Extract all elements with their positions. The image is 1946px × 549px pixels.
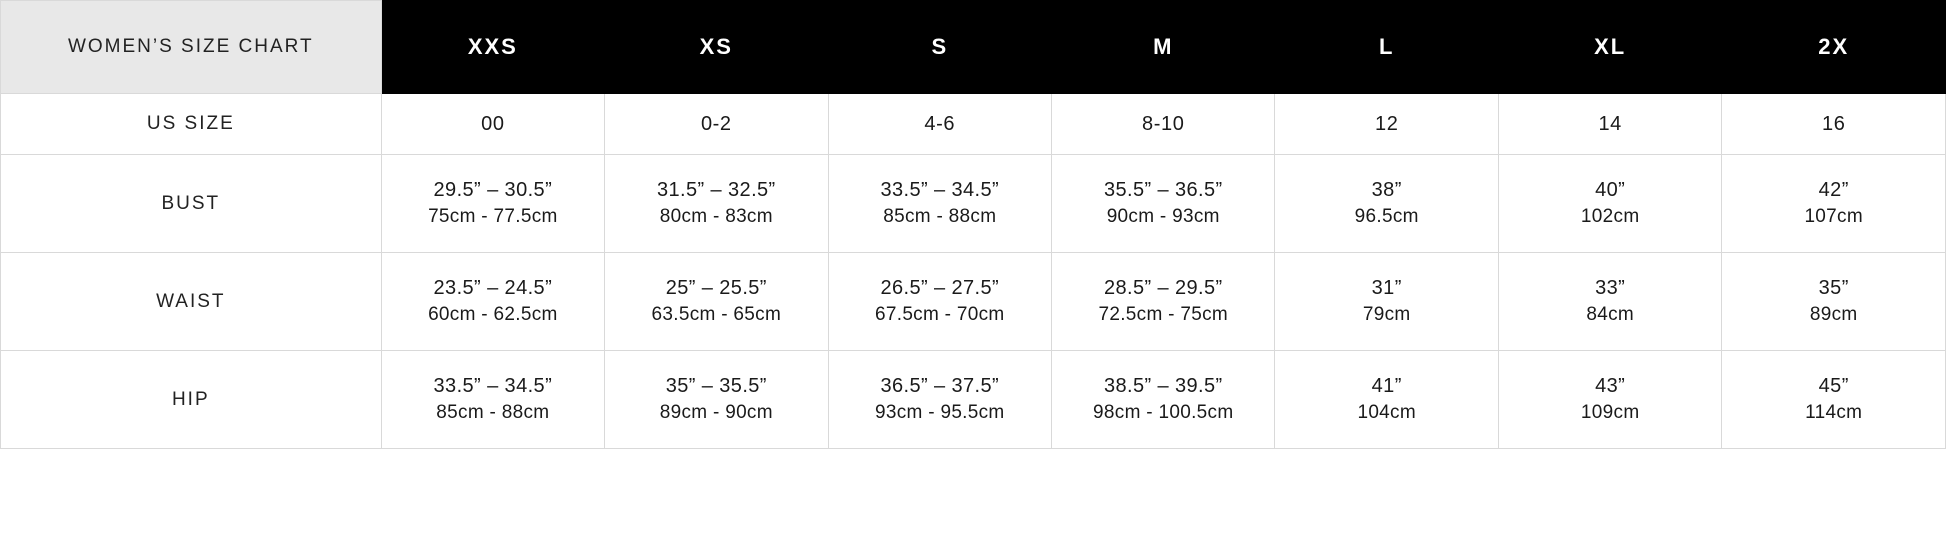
value-inches: 25” – 25.5” xyxy=(665,277,767,300)
bust-m xyxy=(1052,155,1275,253)
value-inches: 26.5” – 27.5” xyxy=(880,277,1000,300)
value-inches: 31.5” – 32.5” xyxy=(657,179,776,202)
value-inches: 36.5” – 37.5” xyxy=(880,375,1000,398)
hip-l xyxy=(1275,351,1498,449)
value-cm: 96.5cm xyxy=(1354,206,1419,228)
value-cm: 67.5cm - 70cm xyxy=(875,304,1005,326)
us-size-l: 12 xyxy=(1275,94,1498,155)
row-label-waist: WAIST xyxy=(1,253,382,351)
waist-s xyxy=(828,253,1051,351)
us-size-xxs: 00 xyxy=(381,94,604,155)
hip-m xyxy=(1052,351,1275,449)
value-inches: 43” xyxy=(1595,375,1626,398)
row-label-us-size: US SIZE xyxy=(1,94,382,155)
value-cm: 90cm - 93cm xyxy=(1106,206,1220,228)
value-inches: 38” xyxy=(1371,179,1402,202)
waist-xl xyxy=(1498,253,1721,351)
size-column-header-xs: XS xyxy=(605,1,828,94)
hip-xxs xyxy=(381,351,604,449)
value-cm: 104cm xyxy=(1357,402,1416,424)
waist-2x xyxy=(1722,253,1946,351)
value-cm: 85cm - 88cm xyxy=(883,206,997,228)
value-cm: 60cm - 62.5cm xyxy=(428,304,558,326)
us-size-xs: 0-2 xyxy=(605,94,828,155)
value-cm: 89cm - 90cm xyxy=(659,402,773,424)
value-inches: 28.5” – 29.5” xyxy=(1103,277,1223,300)
value-inches: 31” xyxy=(1371,277,1402,300)
value-inches: 35” – 35.5” xyxy=(665,375,767,398)
value-cm: 107cm xyxy=(1804,206,1863,228)
waist-m xyxy=(1052,253,1275,351)
value-cm: 102cm xyxy=(1580,206,1640,228)
bust-s xyxy=(828,155,1051,253)
us-size-2x: 16 xyxy=(1722,94,1946,155)
value-inches: 35” xyxy=(1818,277,1849,300)
value-inches: 23.5” – 24.5” xyxy=(433,277,553,300)
value-inches: 29.5” – 30.5” xyxy=(433,179,553,202)
size-column-header-xxs: XXS xyxy=(381,1,604,94)
value-cm: 109cm xyxy=(1580,402,1640,424)
value-inches: 35.5” – 36.5” xyxy=(1103,179,1223,202)
value-cm: 79cm xyxy=(1362,304,1411,326)
value-inches: 33.5” – 34.5” xyxy=(433,375,553,398)
value-cm: 93cm - 95.5cm xyxy=(875,402,1005,424)
value-cm: 75cm - 77.5cm xyxy=(428,206,558,228)
value-inches: 41” xyxy=(1371,375,1402,398)
value-cm: 80cm - 83cm xyxy=(659,206,773,228)
size-column-header-xl: XL xyxy=(1498,1,1721,94)
value-cm: 63.5cm - 65cm xyxy=(651,304,782,326)
bust-2x xyxy=(1722,155,1946,253)
hip-xs xyxy=(605,351,828,449)
waist-xs xyxy=(605,253,828,351)
bust-xxs xyxy=(381,155,604,253)
value-inches: 38.5” – 39.5” xyxy=(1103,375,1223,398)
bust-xl xyxy=(1498,155,1721,253)
value-cm: 72.5cm - 75cm xyxy=(1098,304,1229,326)
value-inches: 33” xyxy=(1595,277,1626,300)
value-cm: 114cm xyxy=(1805,402,1863,424)
us-size-s: 4-6 xyxy=(828,94,1051,155)
size-column-header-l: L xyxy=(1275,1,1498,94)
bust-l xyxy=(1275,155,1498,253)
us-size-xl: 14 xyxy=(1498,94,1721,155)
table-row-hip xyxy=(1,351,1946,449)
us-size-m: 8-10 xyxy=(1052,94,1275,155)
value-cm: 84cm xyxy=(1586,304,1635,326)
value-cm: 89cm xyxy=(1809,304,1858,326)
value-cm: 85cm - 88cm xyxy=(436,402,550,424)
table-header-row xyxy=(1,1,1946,94)
value-inches: 45” xyxy=(1818,375,1849,398)
table-row-us-size xyxy=(1,94,1946,155)
value-cm: 98cm - 100.5cm xyxy=(1093,402,1234,424)
size-column-header-2x: 2X xyxy=(1722,1,1946,94)
table-row-bust xyxy=(1,155,1946,253)
hip-2x xyxy=(1722,351,1946,449)
table-row-waist xyxy=(1,253,1946,351)
row-label-bust: BUST xyxy=(1,155,382,253)
waist-xxs xyxy=(381,253,604,351)
hip-s xyxy=(828,351,1051,449)
hip-xl xyxy=(1498,351,1721,449)
size-column-header-s: S xyxy=(828,1,1051,94)
waist-l xyxy=(1275,253,1498,351)
value-inches: 42” xyxy=(1818,179,1849,202)
bust-xs xyxy=(605,155,828,253)
size-column-header-m: M xyxy=(1052,1,1275,94)
chart-title: WOMEN’S SIZE CHART xyxy=(1,1,382,94)
row-label-hip: HIP xyxy=(1,351,382,449)
value-inches: 40” xyxy=(1595,179,1626,202)
value-inches: 33.5” – 34.5” xyxy=(880,179,1000,202)
